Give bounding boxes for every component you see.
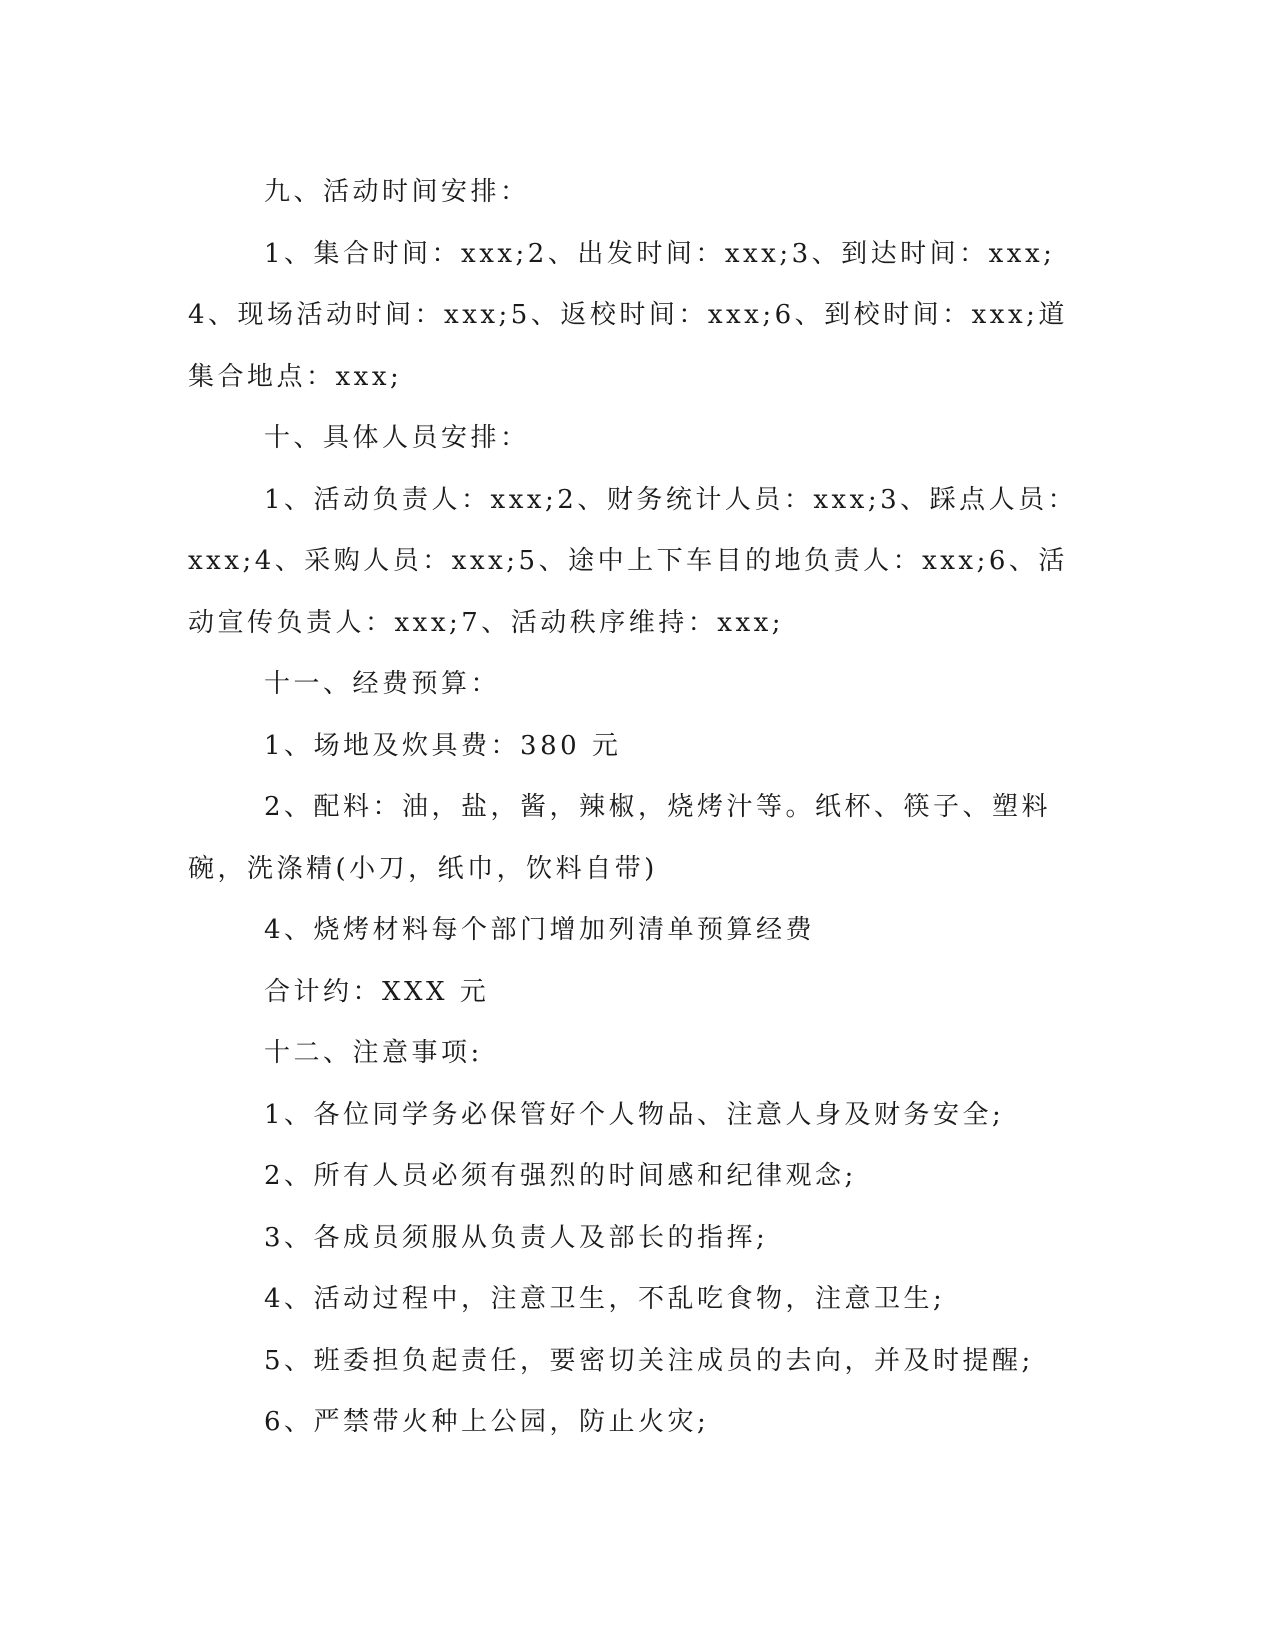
paragraph-staff-details: 1、活动负责人：xxx;2、财务统计人员：xxx;3、踩点人员：xxx;4、采购人员：xxx;5、途中上下车目的地负责人：xxx;6、活动宣传负责人：xxx;7、活动秩序维持：xxx; [188, 484, 1078, 638]
budget-item-venue: 1、场地及炊具费：380 元 [264, 730, 622, 761]
budget-item-ingredients: 2、配料：油，盐，酱，辣椒，烧烤汁等。纸杯、筷子、塑料碗，洗涤精(小刀，纸巾，饮料自带) [188, 792, 1052, 884]
note-item-5: 5、班委担负起责任，要密切关注成员的去向，并及时提醒; [264, 1345, 1034, 1376]
note-item-2: 2、所有人员必须有强烈的时间感和纪律观念; [264, 1161, 857, 1191]
section-heading-notes: 十二、注意事项: [264, 1038, 483, 1068]
section-heading-staff: 十、具体人员安排： [264, 423, 530, 453]
section-heading-schedule: 九、活动时间安排： [264, 177, 530, 207]
note-item-3: 3、各成员须服从负责人及部长的指挥; [264, 1222, 769, 1253]
paragraph-schedule-details: 1、集合时间：xxx;2、出发时间：xxx;3、到达时间：xxx;4、现场活动时间：xxx;5、返校时间：xxx;6、到校时间：xxx;道集合地点：xxx; [188, 238, 1068, 392]
note-item-6: 6、严禁带火种上公园，防止火灾; [264, 1407, 710, 1437]
budget-item-materials: 4、烧烤材料每个部门增加列清单预算经费 [264, 915, 816, 945]
section-heading-budget: 十一、经费预算： [264, 669, 501, 699]
budget-total: 合计约：XXX 元 [264, 976, 490, 1007]
note-item-1: 1、各位同学务必保管好个人物品、注意人身及财务安全; [264, 1099, 1005, 1130]
note-item-4: 4、活动过程中，注意卫生，不乱吃食物，注意卫生; [264, 1284, 946, 1314]
document-body [188, 162, 1088, 1454]
